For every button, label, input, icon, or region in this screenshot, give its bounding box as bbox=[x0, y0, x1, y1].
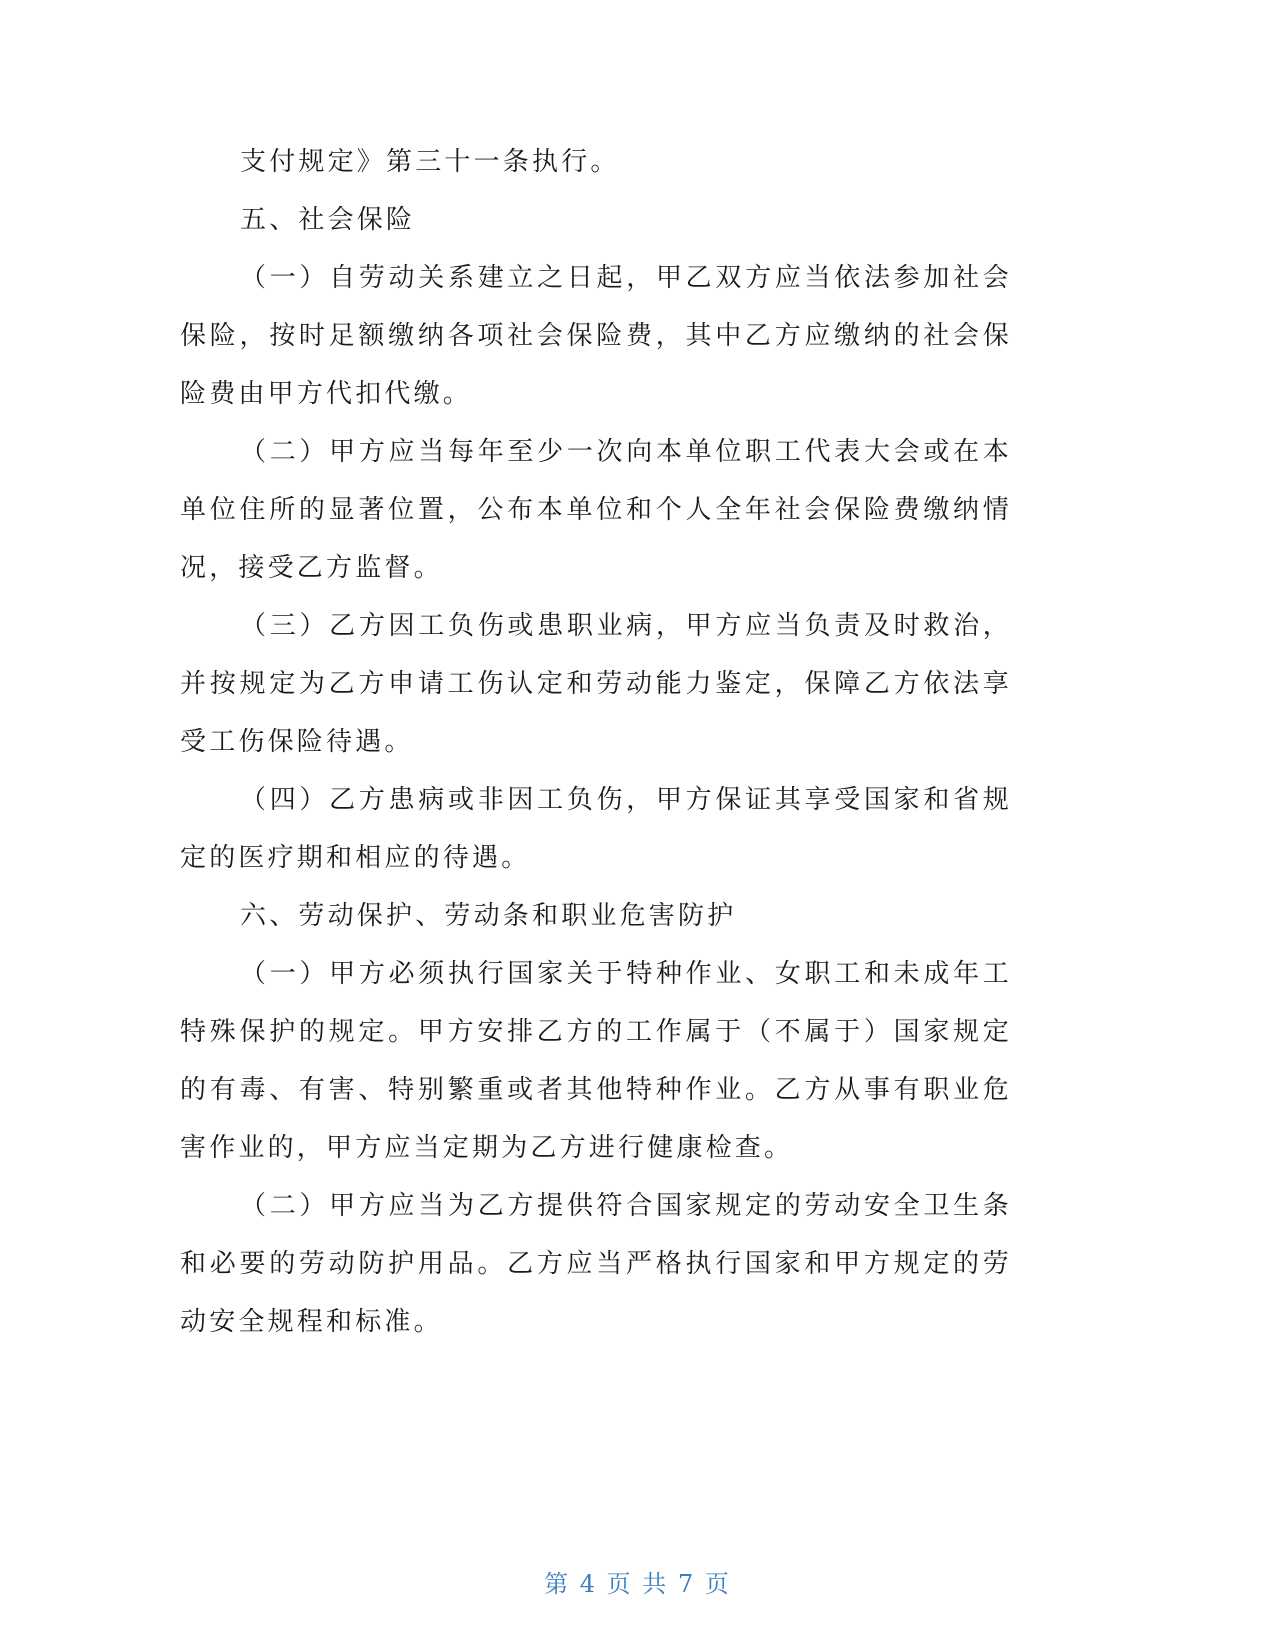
section-heading-social-insurance: 五、社会保险 bbox=[240, 205, 416, 235]
paragraph-social-insurance-4: （四）乙方患病或非因工负伤，甲方保证其享受国家和省规定的医疗期和相应的待遇。 bbox=[180, 785, 1012, 873]
paragraph-social-insurance-1: （一）自劳动关系建立之日起，甲乙双方应当依法参加社会保险，按时足额缴纳各项社会保险费，其中乙方应缴纳的社会保险费由甲方代扣代缴。 bbox=[180, 263, 1012, 409]
paragraph-labor-protection-2: （二）甲方应当为乙方提供符合国家规定的劳动安全卫生条和必要的劳动防护用品。乙方应当严格执行国家和甲方规定的劳动安全规程和标准。 bbox=[180, 1191, 1012, 1337]
page-number-footer: 第 4 页 共 7 页 bbox=[544, 1570, 731, 1598]
paragraph-labor-protection-1: （一）甲方必须执行国家关于特种作业、女职工和未成年工特殊保护的规定。甲方安排乙方的工作属于（不属于）国家规定的有毒、有害、特别繁重或者其他特种作业。乙方从事有职业危害作业的，甲方应当定期为乙方进行健康检查。 bbox=[180, 959, 1012, 1163]
paragraph-social-insurance-3: （三）乙方因工负伤或患职业病，甲方应当负责及时救治，并按规定为乙方申请工伤认定和劳动能力鉴定，保障乙方依法享受工伤保险待遇。 bbox=[180, 611, 1012, 757]
paragraph-continuation: 支付规定》第三十一条执行。 bbox=[240, 147, 620, 177]
document-body bbox=[180, 133, 1012, 1351]
section-heading-labor-protection: 六、劳动保护、劳动条和职业危害防护 bbox=[240, 901, 737, 931]
paragraph-social-insurance-2: （二）甲方应当每年至少一次向本单位职工代表大会或在本单位住所的显著位置，公布本单位和个人全年社会保险费缴纳情况，接受乙方监督。 bbox=[180, 437, 1012, 583]
